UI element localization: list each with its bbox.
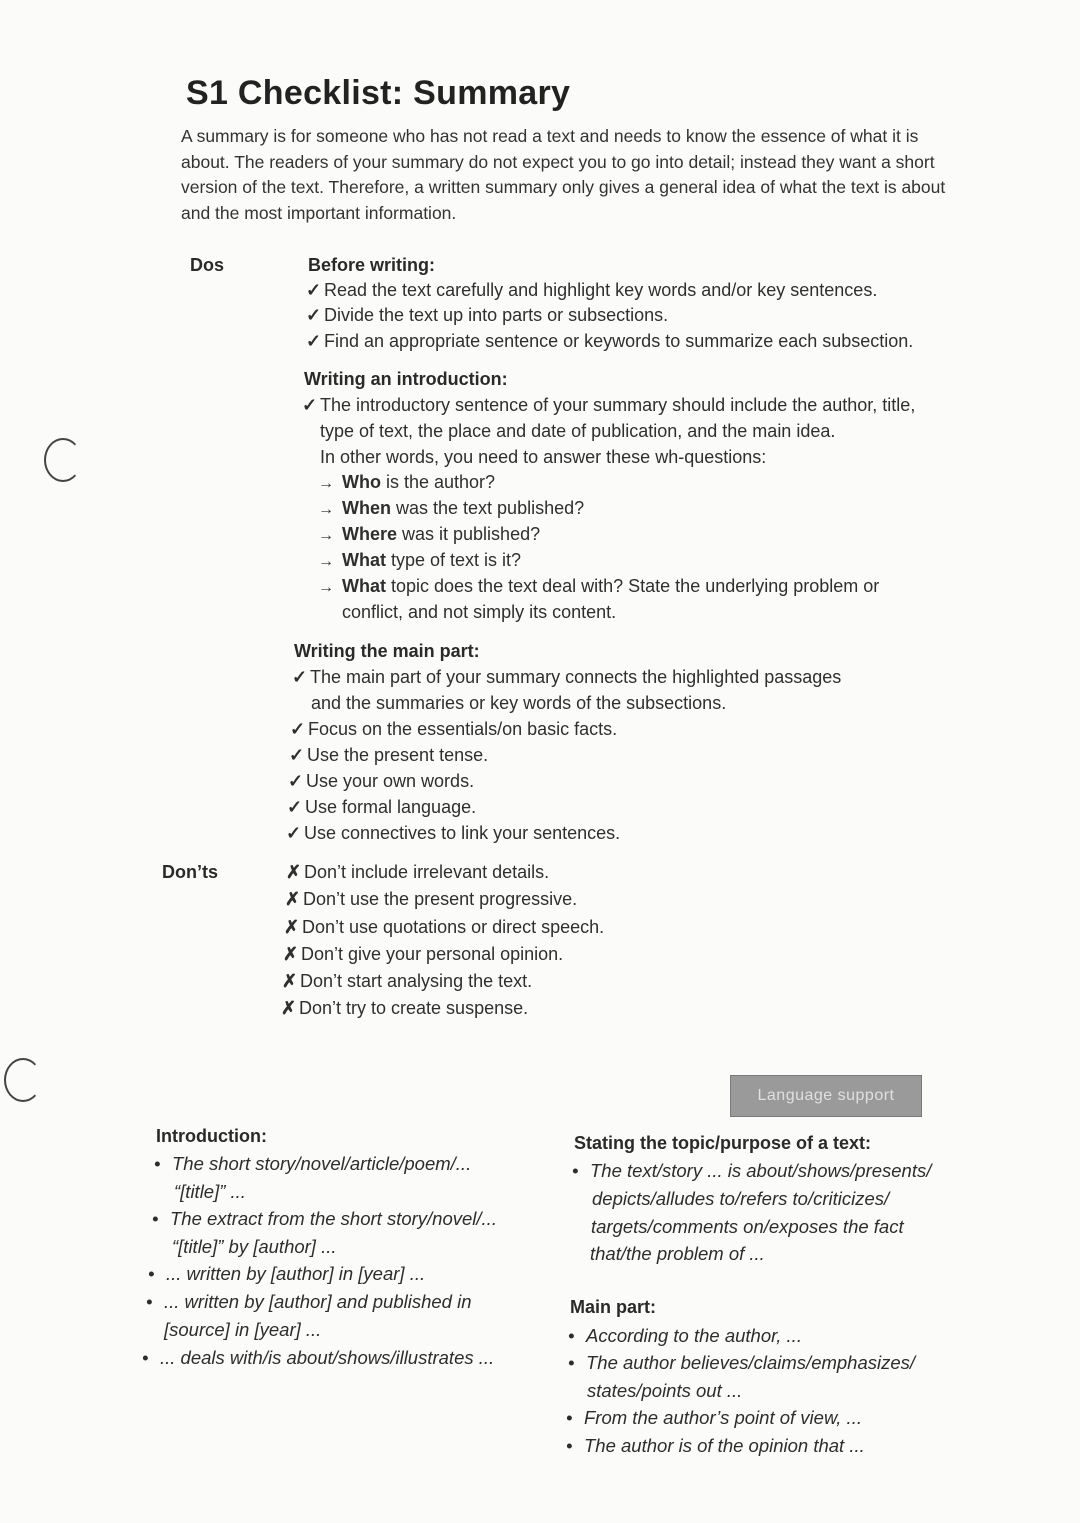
- check-icon: ✓: [286, 823, 302, 843]
- bullet-icon: •: [568, 1352, 575, 1373]
- ls-topic-heading: Stating the topic/purpose of a text:: [574, 1133, 872, 1153]
- intro-line: about. The readers of your summary do not expect you to go into detail; instead they want a short: [181, 151, 935, 172]
- introduction-line: type of text, the place and date of publication, and the main idea.: [320, 421, 836, 441]
- dont-item: ✗ Don’t use quotations or direct speech.: [284, 917, 605, 937]
- main-part-item: ✓ The main part of your summary connects the highlighted passages: [292, 667, 842, 687]
- main-part-item: ✓ Use formal language.: [287, 797, 477, 817]
- language-support-badge: Language support: [730, 1075, 922, 1117]
- before-item: ✓ Divide the text up into parts or subsections.: [306, 305, 669, 325]
- main-part-item: ✓ Use the present tense.: [289, 745, 489, 765]
- main-part-item: ✓ Use your own words.: [288, 771, 475, 791]
- before-writing-section: [308, 255, 435, 276]
- bullet-icon: •: [566, 1407, 573, 1428]
- wh-question: → Where was it published?: [318, 524, 541, 544]
- introduction-line: ✓ The introductory sentence of your summary should include the author, title,: [302, 395, 916, 415]
- bullet-icon: •: [566, 1435, 573, 1456]
- arrow-icon: →: [318, 553, 334, 570]
- wh-question: → What type of text is it?: [318, 550, 522, 570]
- ls-introduction-item-continuation: [source] in [year] ...: [164, 1319, 322, 1340]
- ls-topic-item-continuation: depicts/alludes to/refers to/criticizes/: [592, 1188, 890, 1209]
- ls-introduction-item: • The short story/novel/article/poem/...: [154, 1153, 472, 1174]
- ls-main-part-item: • The author is of the opinion that ...: [566, 1435, 865, 1456]
- wh-question: → When was the text published?: [318, 498, 585, 518]
- ls-main-part-item: • According to the author, ...: [568, 1325, 802, 1346]
- cross-icon: ✗: [284, 917, 300, 937]
- introduction-heading: Writing an introduction:: [304, 369, 508, 389]
- bullet-icon: •: [152, 1208, 159, 1229]
- intro-paragraph: [181, 124, 991, 226]
- intro-line: version of the text. Therefore, a written summary only gives a general idea of what the text is about: [181, 177, 946, 197]
- arrow-icon: →: [318, 527, 334, 544]
- dont-item: ✗ Don’t give your personal opinion.: [283, 944, 564, 964]
- cross-icon: ✗: [282, 971, 298, 991]
- ls-introduction-item: • ... written by [author] and published in: [146, 1291, 472, 1312]
- main-part-item-continuation: and the summaries or key words of the subsections.: [311, 693, 727, 713]
- main-part-item: ✓ Use connectives to link your sentences.: [286, 823, 621, 843]
- dont-item: ✗ Don’t try to create suspense.: [281, 998, 529, 1018]
- check-icon: ✓: [290, 719, 306, 739]
- check-icon: ✓: [306, 331, 322, 351]
- wh-question-continuation: conflict, and not simply its content.: [342, 602, 617, 622]
- ls-topic-item-continuation: that/the problem of ...: [590, 1243, 765, 1264]
- wh-question: → What topic does the text deal with? State the underlying problem or: [318, 576, 880, 596]
- check-icon: ✓: [302, 395, 318, 415]
- check-icon: ✓: [306, 280, 322, 300]
- cross-icon: ✗: [283, 944, 299, 964]
- wh-question: → Who is the author?: [318, 472, 496, 492]
- bullet-icon: •: [142, 1347, 149, 1368]
- arrow-icon: →: [318, 579, 334, 596]
- before-writing-heading: Before writing:: [308, 255, 436, 275]
- check-icon: ✓: [306, 305, 322, 325]
- bullet-icon: •: [146, 1291, 153, 1312]
- ls-introduction-item-continuation: “[title]” by [author] ...: [172, 1236, 337, 1257]
- bullet-icon: •: [154, 1153, 161, 1174]
- dont-item: ✗ Don’t start analysing the text.: [282, 971, 533, 991]
- ls-introduction-item: • ... written by [author] in [year] ...: [148, 1263, 426, 1284]
- intro-line: and the most important information.: [181, 202, 457, 223]
- dos-label: Dos: [190, 255, 225, 275]
- ls-introduction-item: • ... deals with/is about/shows/illustrates ...: [142, 1347, 495, 1368]
- ls-topic-item-continuation: targets/comments on/exposes the fact: [591, 1216, 904, 1237]
- cross-icon: ✗: [285, 889, 301, 909]
- check-icon: ✓: [288, 771, 304, 791]
- check-icon: ✓: [292, 667, 308, 687]
- arrow-icon: →: [318, 501, 334, 518]
- check-icon: ✓: [289, 745, 305, 765]
- before-item: ✓ Read the text carefully and highlight key words and/or key sentences.: [306, 280, 878, 300]
- check-icon: ✓: [287, 797, 303, 817]
- main-part-heading: Writing the main part:: [294, 641, 480, 661]
- intro-line: A summary is for someone who has not read a text and needs to know the essence of what it is: [181, 126, 919, 146]
- cross-icon: ✗: [286, 862, 302, 882]
- ls-introduction-item: • The extract from the short story/novel/...: [152, 1208, 497, 1229]
- ls-main-part-item-continuation: states/points out ...: [587, 1380, 743, 1401]
- dont-item: ✗ Don’t use the present progressive.: [285, 889, 578, 909]
- dont-item: ✗ Don’t include irrelevant details.: [286, 862, 550, 882]
- ls-main-part-heading: Main part:: [570, 1297, 657, 1317]
- donts-label: Don’ts: [162, 862, 218, 882]
- before-item: ✓ Find an appropriate sentence or keywords to summarize each subsection.: [306, 331, 914, 351]
- main-part-item: ✓ Focus on the essentials/on basic facts.: [290, 719, 618, 739]
- punch-hole-bottom: [4, 1058, 42, 1102]
- ls-introduction-item-continuation: “[title]” ...: [174, 1181, 246, 1202]
- punch-hole-top: [44, 438, 82, 482]
- ls-introduction-heading: Introduction:: [156, 1126, 267, 1146]
- ls-main-part-item: • The author believes/claims/emphasizes/: [568, 1352, 916, 1373]
- bullet-icon: •: [568, 1325, 575, 1346]
- introduction-line: In other words, you need to answer these wh-questions:: [320, 447, 767, 467]
- bullet-icon: •: [148, 1263, 155, 1284]
- ls-topic-item: • The text/story ... is about/shows/presents/: [572, 1160, 932, 1181]
- ls-main-part-item: • From the author’s point of view, ...: [566, 1407, 862, 1428]
- arrow-icon: →: [318, 475, 334, 492]
- page-title: S1 Checklist: Summary: [186, 74, 571, 112]
- cross-icon: ✗: [281, 998, 297, 1018]
- bullet-icon: •: [572, 1160, 579, 1181]
